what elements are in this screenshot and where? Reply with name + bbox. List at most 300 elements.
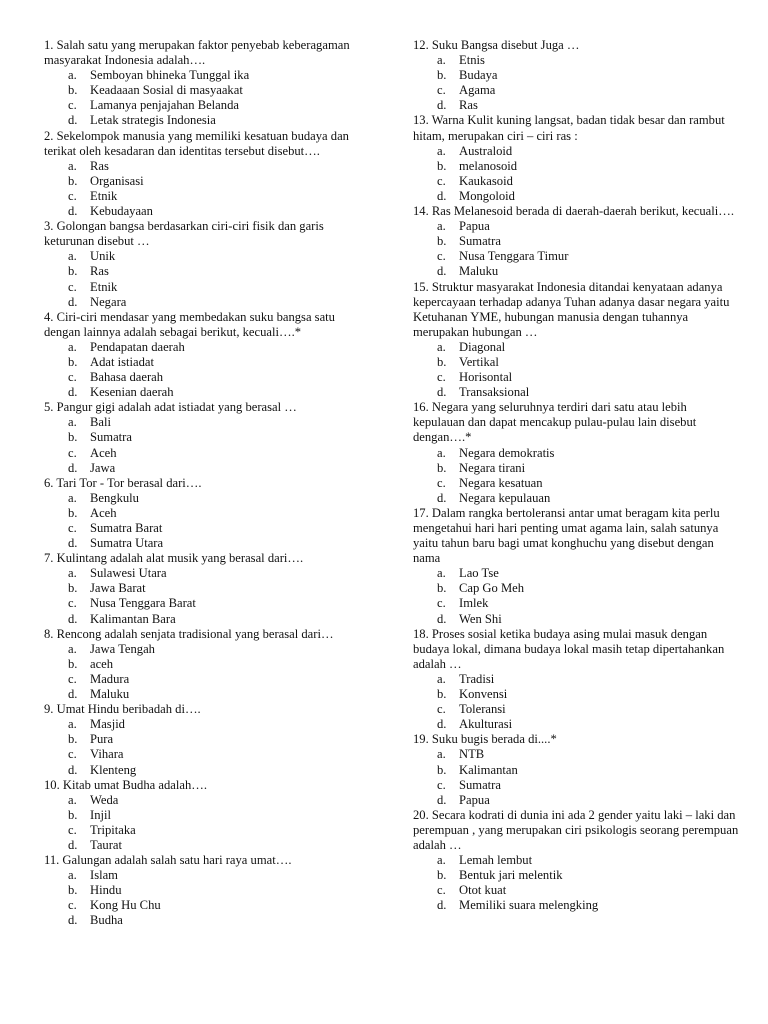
option-letter: a. (437, 143, 446, 158)
option-text: Negara demokratis (459, 445, 555, 460)
option-text: Aceh (90, 505, 117, 520)
option-text: Pendapatan daerah (90, 339, 185, 354)
option-letter: c. (68, 445, 77, 460)
answer-option (413, 234, 739, 249)
option-letter: b. (68, 656, 78, 671)
option-letter: c. (437, 702, 446, 717)
option-letter: a. (68, 158, 77, 173)
answer-option (44, 113, 362, 128)
question-block (44, 400, 362, 475)
option-text: Diagonal (459, 339, 506, 354)
option-text: Semboyan bhineka Tunggal ika (90, 68, 250, 83)
option-letter: d. (68, 762, 78, 777)
answer-option (413, 612, 739, 627)
option-text: Vertikal (459, 354, 499, 369)
answer-options (413, 566, 739, 626)
option-letter: d. (437, 264, 447, 279)
option-text: Bali (90, 415, 111, 430)
option-letter: b. (68, 807, 78, 822)
option-text: Injil (90, 807, 111, 822)
option-letter: b. (68, 430, 78, 445)
option-text: Budha (90, 913, 123, 928)
option-letter: d. (68, 113, 78, 128)
answer-option (44, 385, 362, 400)
option-letter: b. (68, 883, 78, 898)
question-text: 8. Rencong adalah senjata tradisional yang berasal dari… (44, 626, 334, 641)
option-letter: b. (68, 732, 78, 747)
answer-option (44, 415, 362, 430)
option-letter: d. (437, 898, 447, 913)
option-letter: b. (437, 687, 447, 702)
option-letter: b. (437, 68, 447, 83)
answer-option (44, 687, 362, 702)
answer-options (44, 793, 362, 853)
option-text: Sumatra Utara (90, 536, 164, 551)
option-letter: a. (68, 249, 77, 264)
option-text: Bengkulu (90, 490, 139, 505)
option-text: Bahasa daerah (90, 370, 164, 385)
question-block (44, 38, 362, 129)
option-text: Jawa (90, 460, 116, 475)
answer-options (413, 340, 739, 400)
option-letter: d. (437, 385, 447, 400)
option-text: Klenteng (90, 762, 137, 777)
option-text: Lao Tse (459, 566, 499, 581)
option-letter: b. (437, 460, 447, 475)
question-text: 20. Secara kodrati di dunia ini ada 2 gender yaitu laki – laki dan perempuan , yang merupakan ciri psikologis seorang perempuan adalah … (413, 807, 739, 852)
answer-option (44, 461, 362, 476)
answer-options (44, 868, 362, 928)
answer-option (44, 430, 362, 445)
answer-option (44, 868, 362, 883)
answer-option (44, 883, 362, 898)
answer-option (44, 642, 362, 657)
question-text: 2. Sekelompok manusia yang memiliki kesatuan budaya dan terikat oleh kesadaran dan identitas tersebut disebut…. (44, 128, 349, 158)
option-text: Wen Shi (459, 611, 502, 626)
question-block (44, 310, 362, 401)
option-letter: a. (437, 747, 446, 762)
answer-option (413, 763, 739, 778)
answer-option (44, 491, 362, 506)
option-letter: d. (68, 913, 78, 928)
option-letter: a. (437, 219, 446, 234)
answer-option (413, 566, 739, 581)
answer-option (44, 174, 362, 189)
question-text: 13. Warna Kulit kuning langsat, badan tidak besar dan rambut hitam, merupakan ciri – ciri ras : (413, 113, 725, 143)
answer-option (413, 747, 739, 762)
option-text: Etnik (90, 188, 118, 203)
answer-option (413, 174, 739, 189)
option-text: Kesenian daerah (90, 385, 174, 400)
answer-option (44, 506, 362, 521)
question-block (44, 627, 362, 702)
question-text: 5. Pangur gigi adalah adat istiadat yang berasal … (44, 400, 297, 415)
option-letter: c. (68, 370, 77, 385)
answer-options (44, 249, 362, 309)
answer-option (44, 189, 362, 204)
answer-options (44, 340, 362, 400)
option-text: Jawa Tengah (90, 641, 155, 656)
answer-options (44, 491, 362, 551)
option-text: Akulturasi (459, 717, 513, 732)
answer-option (44, 355, 362, 370)
option-text: Transaksional (459, 385, 530, 400)
option-letter: c. (68, 279, 77, 294)
answer-option (413, 476, 739, 491)
option-letter: d. (68, 294, 78, 309)
option-letter: c. (68, 671, 77, 686)
answer-option (413, 340, 739, 355)
option-letter: d. (68, 611, 78, 626)
answer-option (413, 83, 739, 98)
question-block (413, 38, 739, 113)
option-letter: a. (437, 445, 446, 460)
option-text: Etnik (90, 279, 118, 294)
option-letter: c. (68, 822, 77, 837)
option-text: Aceh (90, 445, 117, 460)
option-text: Lamanya penjajahan Belanda (90, 98, 239, 113)
option-text: Toleransi (459, 702, 506, 717)
question-block (44, 551, 362, 626)
option-letter: b. (68, 505, 78, 520)
option-text: Lemah lembut (459, 853, 533, 868)
answer-option (413, 264, 739, 279)
left-column (44, 38, 362, 929)
option-letter: a. (437, 339, 446, 354)
question-text: 1. Salah satu yang merupakan faktor penyebab keberagaman masyarakat Indonesia adalah…. (44, 38, 350, 68)
option-text: Sumatra Barat (90, 521, 163, 535)
option-letter: a. (68, 68, 77, 83)
answer-options (44, 566, 362, 626)
option-text: Masjid (90, 717, 125, 732)
answer-options (44, 159, 362, 219)
option-text: Bentuk jari melentik (459, 868, 563, 883)
option-letter: a. (437, 853, 446, 868)
answer-option (44, 340, 362, 355)
option-letter: c. (68, 596, 77, 611)
question-text: 3. Golongan bangsa berdasarkan ciri-ciri fisik dan garis keturunan disebut … (44, 219, 324, 249)
option-letter: c. (68, 898, 77, 913)
option-text: Imlek (459, 596, 489, 611)
answer-options (413, 219, 739, 279)
answer-option (44, 264, 362, 279)
option-letter: b. (437, 234, 447, 249)
option-letter: c. (68, 521, 77, 535)
option-text: Maluku (90, 687, 130, 702)
option-text: Australoid (459, 143, 513, 158)
option-letter: a. (68, 641, 77, 656)
answer-option (44, 913, 362, 928)
question-text: 14. Ras Melanesoid berada di daerah-daerah berikut, kecuali…. (413, 204, 735, 219)
answer-option (44, 566, 362, 581)
answer-option (44, 370, 362, 385)
question-block (413, 627, 739, 733)
option-text: Ras (90, 158, 109, 173)
option-text: Negara kesatuan (459, 475, 543, 490)
option-letter: a. (68, 792, 77, 807)
answer-option (44, 747, 362, 762)
option-text: Negara (90, 294, 127, 309)
answer-option (44, 596, 362, 611)
answer-option (44, 612, 362, 627)
option-text: Otot kuat (459, 883, 507, 898)
option-text: Etnis (459, 53, 485, 68)
answer-option (44, 838, 362, 853)
option-letter: c. (437, 475, 446, 490)
question-block (44, 219, 362, 310)
option-letter: c. (437, 883, 446, 898)
option-text: Papua (459, 792, 490, 807)
option-letter: d. (68, 460, 78, 475)
question-text: 4. Ciri-ciri mendasar yang membedakan suku bangsa satu dengan lainnya adalah sebagai berikut, kecuali….* (44, 309, 335, 339)
question-block (413, 808, 739, 914)
answer-option (44, 717, 362, 732)
question-block (44, 129, 362, 220)
option-letter: d. (437, 611, 447, 626)
answer-option (413, 98, 739, 113)
option-letter: b. (68, 83, 78, 98)
answer-option (44, 68, 362, 83)
option-letter: c. (68, 188, 77, 203)
answer-option (44, 763, 362, 778)
option-text: Horisontal (459, 370, 513, 385)
question-text: 7. Kulintang adalah alat musik yang berasal dari…. (44, 551, 304, 566)
option-letter: c. (437, 173, 446, 188)
answer-option (413, 702, 739, 717)
option-letter: b. (68, 173, 78, 188)
question-text: 6. Tari Tor - Tor berasal dari…. (44, 475, 202, 490)
option-letter: b. (437, 158, 447, 173)
answer-option (44, 823, 362, 838)
question-text: 17. Dalam rangka bertoleransi antar umat beragam kita perlu mengetahui hari hari penting umat agama lain, salah satunya yaitu tahun baru bagi umat konghuchu yang disebut dengan nama (413, 505, 720, 566)
option-letter: c. (437, 596, 446, 611)
answer-options (413, 672, 739, 732)
option-letter: b. (437, 354, 447, 369)
question-text: 10. Kitab umat Budha adalah…. (44, 777, 207, 792)
answer-option (44, 793, 362, 808)
answer-option (413, 446, 739, 461)
answer-option (413, 687, 739, 702)
answer-options (44, 642, 362, 702)
option-letter: a. (68, 415, 77, 430)
answer-option (413, 159, 739, 174)
answer-option (413, 370, 739, 385)
option-letter: b. (437, 762, 447, 777)
answer-option (44, 521, 362, 536)
question-block (44, 778, 362, 853)
option-letter: d. (68, 837, 78, 852)
option-text: Kebudayaan (90, 204, 153, 219)
option-text: Ras (459, 98, 478, 113)
answer-options (413, 144, 739, 204)
answer-options (44, 415, 362, 475)
answer-option (413, 853, 739, 868)
answer-option (413, 793, 739, 808)
answer-option (44, 159, 362, 174)
option-text: melanosoid (459, 158, 518, 173)
answer-option (413, 144, 739, 159)
option-text: Taurat (90, 837, 122, 852)
answer-option (44, 657, 362, 672)
question-text: 16. Negara yang seluruhnya terdiri dari satu atau lebih kepulauan dan dapat mencakup pulau-pulau lain disebut dengan….* (413, 400, 697, 445)
option-text: Jawa Barat (90, 581, 146, 596)
option-letter: a. (68, 566, 77, 581)
option-letter: a. (437, 53, 446, 68)
question-block (413, 113, 739, 204)
question-block (44, 853, 362, 928)
question-text: 9. Umat Hindu beribadah di…. (44, 702, 201, 717)
option-letter: d. (437, 717, 447, 732)
answer-option (413, 717, 739, 732)
answer-options (413, 853, 739, 913)
answer-options (44, 68, 362, 128)
option-text: Cap Go Meh (459, 581, 525, 596)
option-letter: c. (437, 777, 446, 792)
question-block (413, 280, 739, 401)
option-letter: c. (437, 370, 446, 385)
answer-option (413, 461, 739, 476)
answer-option (413, 898, 739, 913)
option-text: Tradisi (459, 671, 495, 686)
answer-option (44, 295, 362, 310)
option-letter: d. (437, 490, 447, 505)
option-text: aceh (90, 656, 114, 671)
option-text: Papua (459, 219, 490, 234)
answer-option (413, 189, 739, 204)
option-text: Sumatra (459, 234, 501, 249)
answer-options (413, 747, 739, 807)
question-block (44, 702, 362, 777)
answer-option (413, 53, 739, 68)
option-text: Kalimantan (459, 762, 518, 777)
option-letter: d. (437, 98, 447, 113)
answer-option (413, 68, 739, 83)
question-text: 11. Galungan adalah salah satu hari raya umat…. (44, 853, 292, 868)
option-text: Pura (90, 732, 114, 747)
option-text: Nusa Tenggara Timur (459, 249, 569, 264)
option-letter: d. (68, 385, 78, 400)
option-text: Negara kepulauan (459, 490, 551, 505)
option-text: Islam (90, 868, 118, 883)
option-letter: c. (68, 98, 77, 113)
answer-option (413, 491, 739, 506)
answer-option (413, 385, 739, 400)
option-letter: a. (437, 566, 446, 581)
answer-option (44, 732, 362, 747)
answer-option (413, 249, 739, 264)
answer-option (44, 98, 362, 113)
option-letter: b. (68, 264, 78, 279)
option-letter: a. (68, 717, 77, 732)
question-block (413, 204, 739, 279)
question-text: 19. Suku bugis berada di....* (413, 732, 557, 747)
question-block (413, 732, 739, 807)
answer-option (413, 355, 739, 370)
answer-options (413, 53, 739, 113)
option-text: Ras (90, 264, 109, 279)
option-letter: d. (437, 188, 447, 203)
answer-option (413, 672, 739, 687)
option-text: Negara tirani (459, 460, 526, 475)
option-letter: c. (437, 83, 446, 98)
answer-option (44, 808, 362, 823)
question-text: 18. Proses sosial ketika budaya asing mulai masuk dengan budaya lokal, dimana budaya lokal masih tetap dipertahankan adalah … (413, 626, 725, 671)
answer-option (44, 536, 362, 551)
option-text: Budaya (459, 68, 498, 83)
option-text: Nusa Tenggara Barat (90, 596, 196, 611)
answer-option (413, 581, 739, 596)
question-text: 12. Suku Bangsa disebut Juga … (413, 38, 580, 52)
option-text: Keadaaan Sosial di masyaakat (90, 83, 243, 98)
option-letter: b. (68, 581, 78, 596)
option-text: Weda (90, 792, 119, 807)
question-text: 15. Struktur masyarakat Indonesia ditandai kenyataan adanya kepercayaan terhadap adanya Tuhan adanya dasar negara yaitu Ketuhanan YME, hubungan manusia dengan tuhannya merupakan hubungan … (413, 279, 730, 339)
option-letter: b. (437, 581, 447, 596)
option-letter: d. (68, 687, 78, 702)
option-text: Organisasi (90, 173, 144, 188)
answer-option (44, 280, 362, 295)
option-letter: b. (437, 868, 447, 883)
option-text: Vihara (90, 747, 124, 762)
option-text: Kalimantan Bara (90, 611, 176, 626)
option-letter: d. (68, 204, 78, 219)
option-text: NTB (459, 747, 485, 762)
answer-option (413, 219, 739, 234)
answer-option (44, 204, 362, 219)
answer-option (44, 446, 362, 461)
answer-option (44, 581, 362, 596)
option-letter: d. (437, 792, 447, 807)
option-text: Madura (90, 671, 130, 686)
answer-option (44, 898, 362, 913)
option-letter: a. (437, 671, 446, 686)
option-text: Memiliki suara melengking (459, 898, 599, 913)
answer-options (413, 446, 739, 506)
option-text: Letak strategis Indonesia (90, 113, 216, 128)
option-letter: c. (68, 747, 77, 762)
answer-option (413, 778, 739, 793)
option-text: Adat istiadat (90, 354, 155, 369)
option-text: Sulawesi Utara (90, 566, 167, 581)
question-block (413, 400, 739, 506)
answer-option (413, 596, 739, 611)
option-text: Sumatra (90, 430, 132, 445)
option-letter: b. (68, 354, 78, 369)
answer-option (44, 672, 362, 687)
answer-options (44, 717, 362, 777)
option-letter: a. (68, 868, 77, 883)
option-letter: a. (68, 490, 77, 505)
answer-option (44, 83, 362, 98)
option-text: Sumatra (459, 777, 501, 792)
answer-option (413, 883, 739, 898)
answer-option (413, 868, 739, 883)
option-text: Kaukasoid (459, 173, 513, 188)
option-text: Tripitaka (90, 822, 136, 837)
option-text: Hindu (90, 883, 122, 898)
option-letter: c. (437, 249, 446, 264)
option-text: Unik (90, 249, 116, 264)
option-text: Mongoloid (459, 188, 515, 203)
option-text: Konvensi (459, 687, 508, 702)
option-text: Maluku (459, 264, 499, 279)
answer-option (44, 249, 362, 264)
option-text: Agama (459, 83, 496, 98)
option-text: Kong Hu Chu (90, 898, 161, 913)
question-block (44, 476, 362, 551)
right-column (413, 38, 739, 913)
option-letter: a. (68, 339, 77, 354)
